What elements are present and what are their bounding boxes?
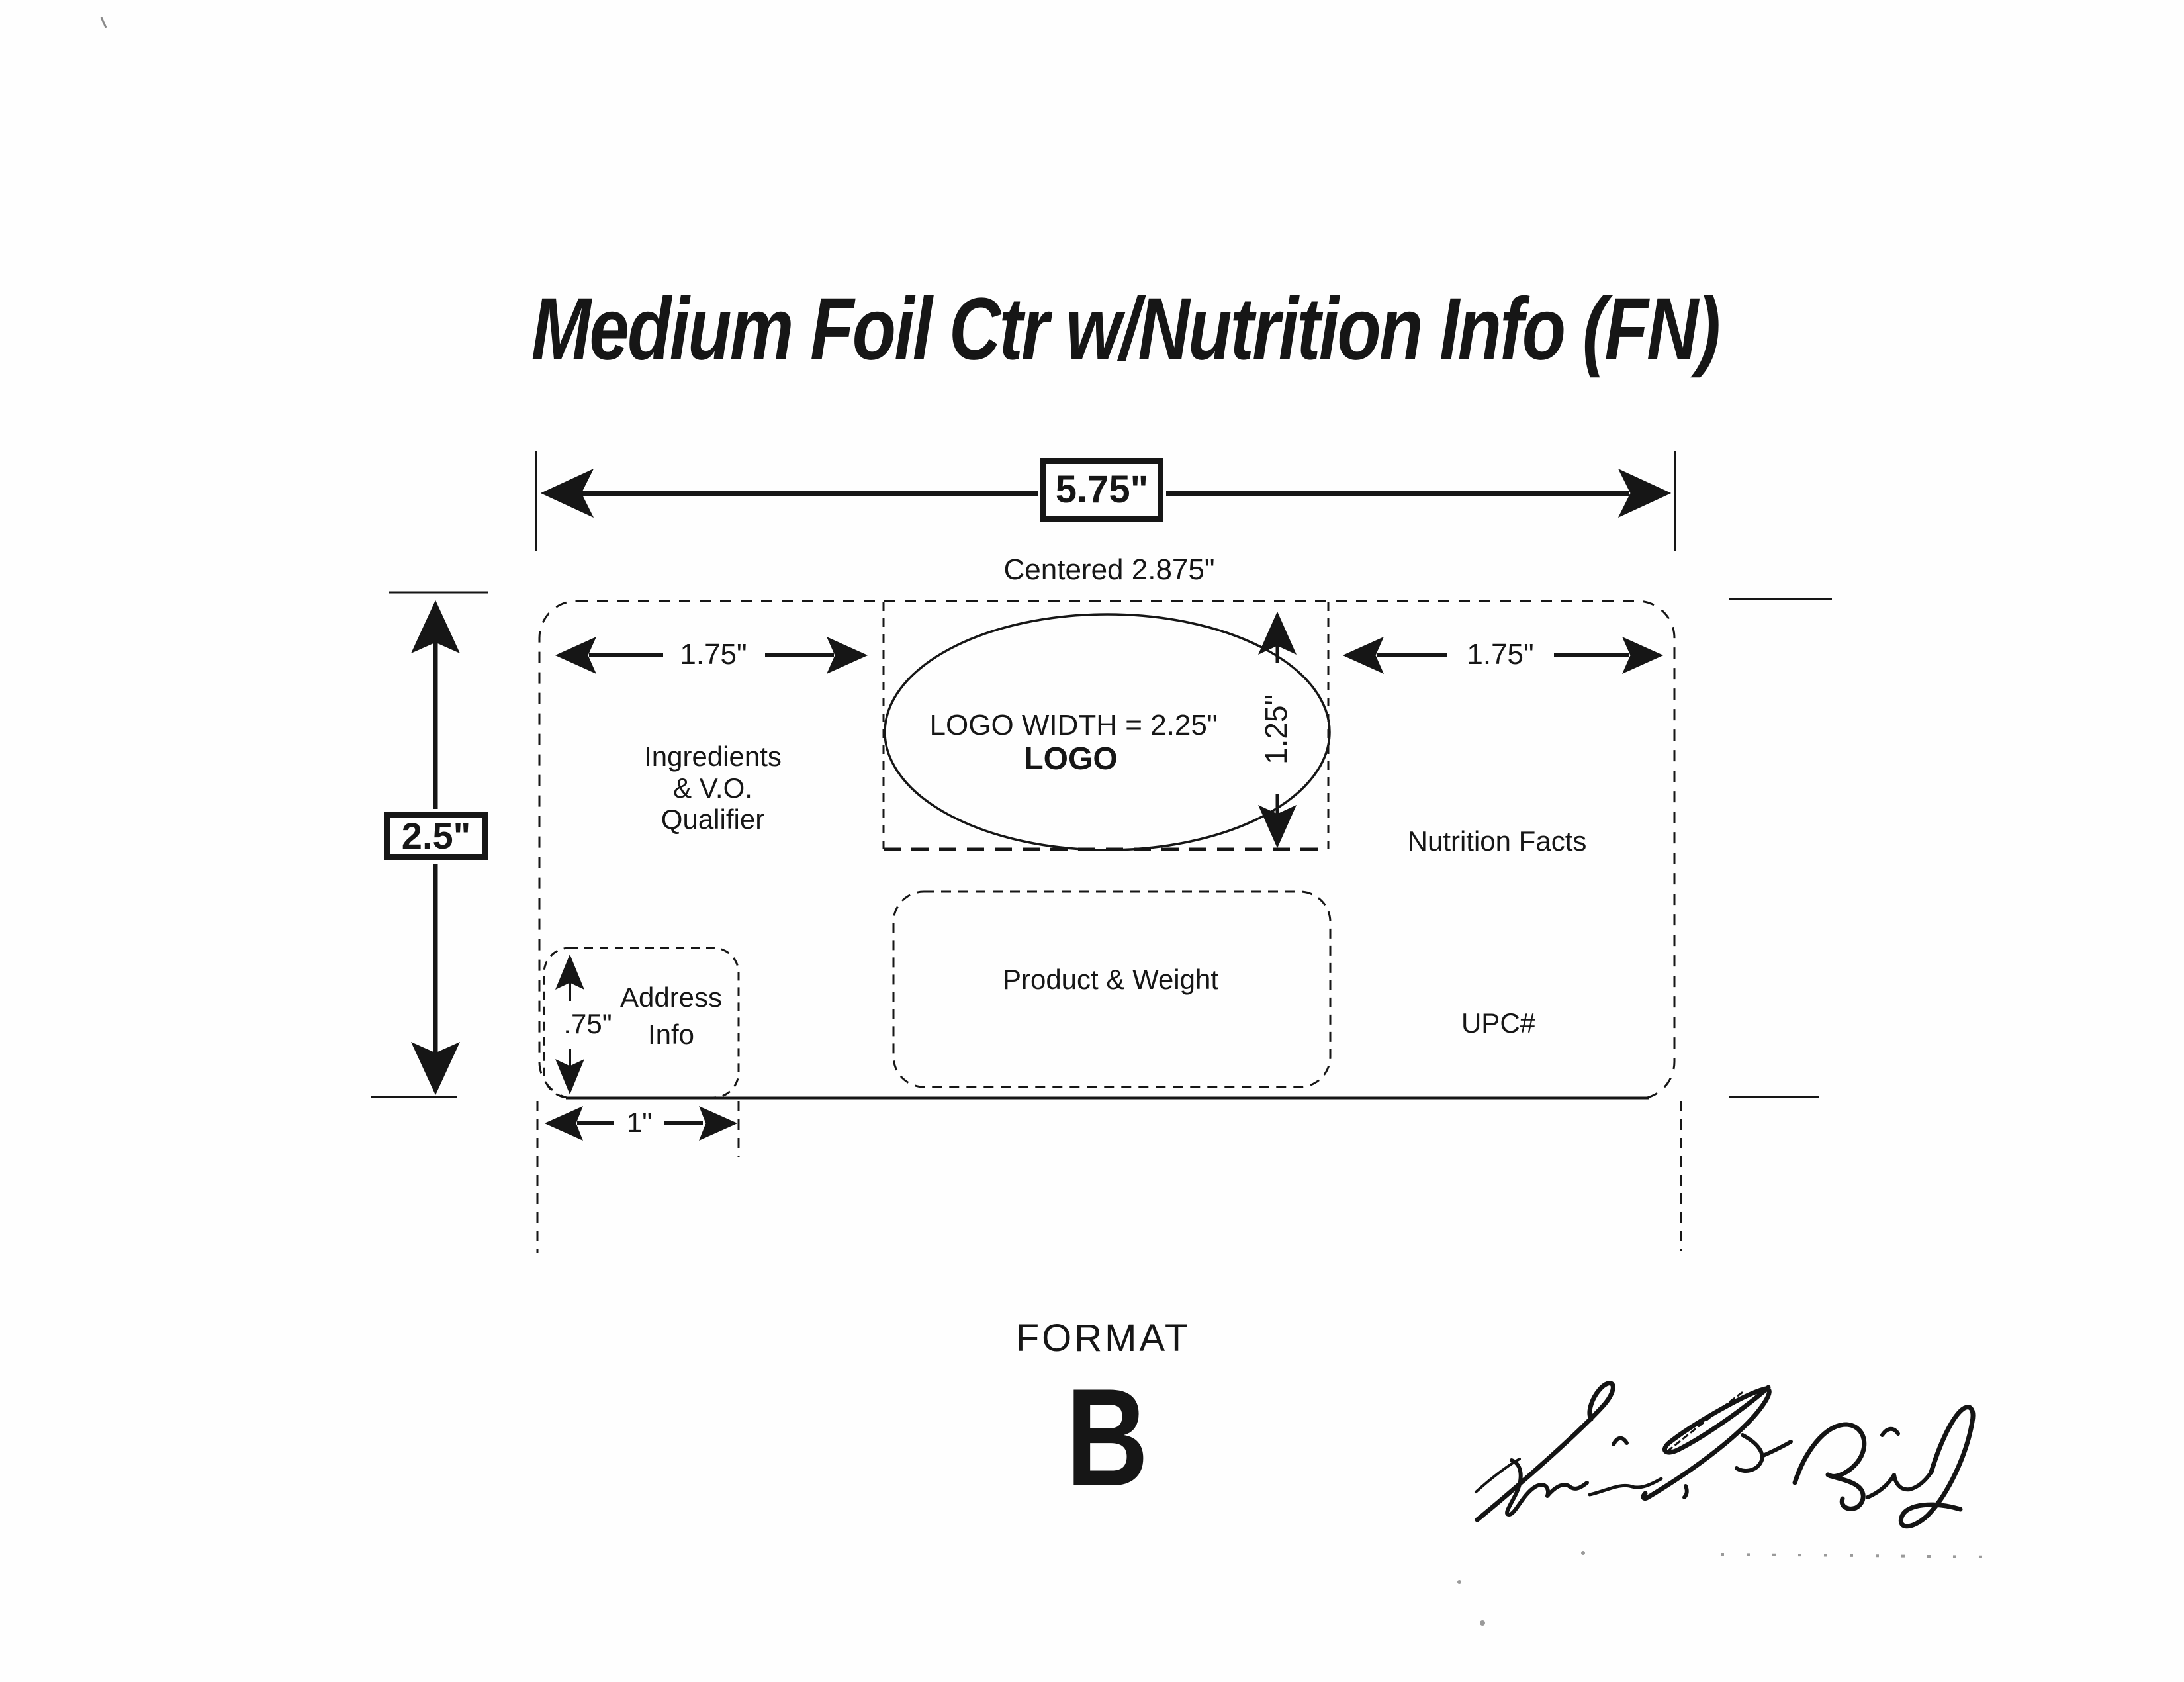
artifact-dot-1 (1581, 1551, 1585, 1555)
centered-note: Centered 2.875" (1003, 553, 1215, 586)
signature-stroke-7 (1643, 1387, 1769, 1499)
logo-width-note: LOGO WIDTH = 2.25" (929, 709, 1218, 741)
signature-stroke-13 (1901, 1407, 1973, 1526)
address-label-line1: Address (619, 982, 723, 1013)
format-label: FORMAT (1015, 1317, 1191, 1360)
ingredients-label-line1: Ingredients (644, 741, 782, 772)
signature (1476, 1383, 1973, 1526)
artifact-dotted-line (1721, 1554, 1996, 1557)
logo-region-height-value: 1.25" (1261, 688, 1291, 771)
address-width-arrowhead-right (700, 1107, 737, 1140)
signature-stroke-12 (1868, 1472, 1931, 1497)
address-width-arrowhead-left (545, 1107, 582, 1140)
nutrition-facts-label: Nutrition Facts (1407, 825, 1587, 857)
right-region-width-value: 1.75" (1459, 640, 1541, 669)
left-region-width-value: 1.75" (672, 640, 754, 669)
upc-label: UPC# (1461, 1007, 1536, 1039)
signature-stroke-9 (1737, 1435, 1791, 1471)
ingredients-label-line3: Qualifier (660, 804, 765, 835)
overall-width-value: 5.75" (1055, 468, 1149, 511)
signature-stroke-10 (1795, 1425, 1864, 1509)
address-label-line2: Info (647, 1019, 695, 1050)
artifact-dot-2 (1480, 1620, 1485, 1626)
address-width-dimension (537, 1101, 1681, 1253)
ingredients-label-line2: & V.O. (673, 772, 752, 804)
signature-stroke-3 (1507, 1460, 1587, 1515)
signature-stroke-1 (1477, 1383, 1613, 1520)
overall-width-dimension-box (1040, 458, 1163, 522)
format-letter: B (1066, 1360, 1149, 1515)
product-weight-label: Product & Weight (1002, 964, 1219, 995)
scan-speck (101, 17, 106, 28)
artifact-dot-3 (1457, 1580, 1461, 1584)
signature-stroke-5 (1590, 1479, 1661, 1495)
signature-stroke-4 (1614, 1438, 1627, 1444)
signature-stroke-11 (1882, 1429, 1898, 1435)
signature-stroke-8 (1684, 1486, 1687, 1497)
address-region-height-value: .75" (559, 1010, 615, 1038)
logo-label: LOGO (1024, 741, 1118, 776)
right-alignment-marks (1729, 599, 1832, 1097)
scan-artifacts (1457, 1551, 1996, 1626)
overall-height-dimension-box (384, 812, 488, 860)
address-region-width-value: 1" (621, 1109, 657, 1137)
overall-height-value: 2.5" (401, 815, 471, 857)
page-title: Medium Foil Ctr w/Nutrition Info (FN) (531, 279, 1719, 379)
